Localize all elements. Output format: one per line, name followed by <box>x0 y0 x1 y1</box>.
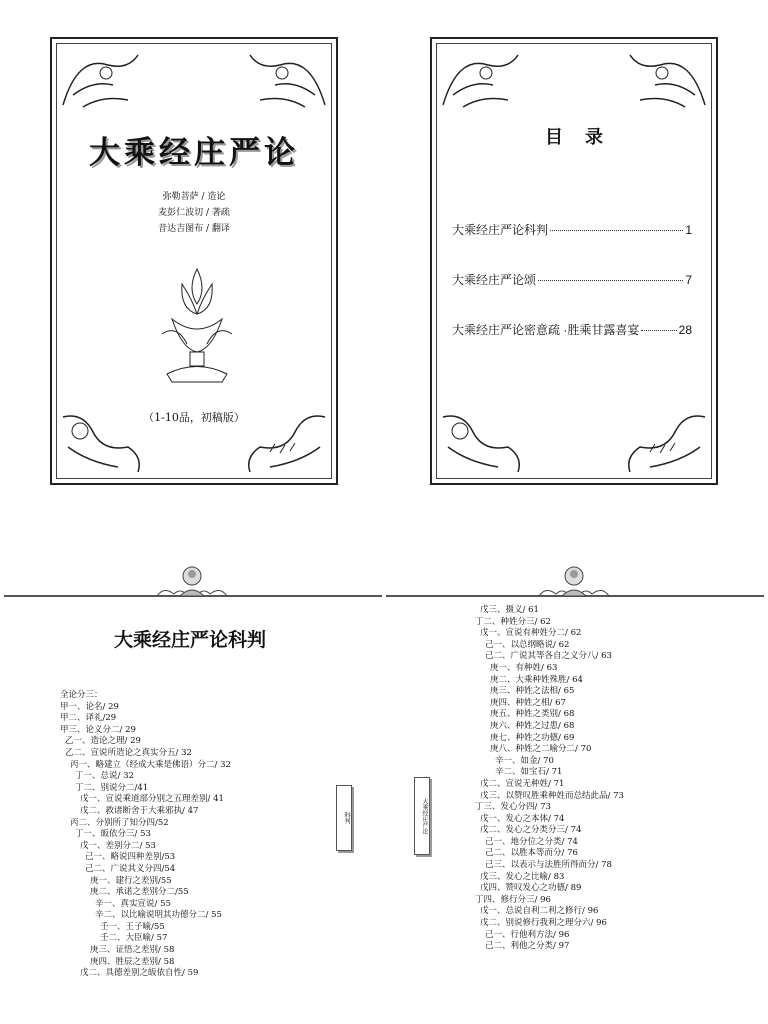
header-band-right <box>386 590 764 602</box>
outline-lines <box>60 690 360 980</box>
toc-entry-page: 1 <box>685 223 692 237</box>
buddha-cloud-icon <box>534 562 614 602</box>
outline-line: 庚二、大乘种姓殊胜/ 64 <box>490 674 583 685</box>
outline-line: 乙二、宣说所造论之真实分五/ 32 <box>65 747 192 758</box>
outline-line: 丁二、种姓分三/ 62 <box>475 616 551 627</box>
cover-credits <box>52 189 336 237</box>
cover-page <box>50 37 338 485</box>
phoenix-ornament-icon <box>438 45 528 115</box>
outline-line: 戊三、以赞叹胜乘种姓而总结此品/ 73 <box>480 790 624 801</box>
outline-line: 戊一、总说自利二利之修行/ 96 <box>480 906 599 917</box>
lion-ornament-icon <box>438 407 528 477</box>
outline-line: 庚七、种姓之功德/ 69 <box>490 732 575 743</box>
outline-line: 辛一、真实宣说/ 55 <box>95 898 171 909</box>
dragon-ornament-icon <box>620 45 710 115</box>
dot-leader <box>550 230 683 231</box>
outline-line: 丁一、皈依分三/ 53 <box>75 829 151 840</box>
outline-line: 己一、行他利方法/ 96 <box>485 929 570 940</box>
toc-entry-label: 大乘经庄严论颂 <box>452 273 537 287</box>
cover-title: 大乘经庄严论 <box>89 135 299 171</box>
outline-line: 庚五、种姓之类别/ 68 <box>490 709 575 720</box>
outline-line: 庚八、种姓之二喻分二/ 70 <box>490 744 592 755</box>
outline-line: 戊一、宣说有种姓分二/ 62 <box>480 628 582 639</box>
outline-line: 己一、以总纲略说/ 62 <box>485 639 570 650</box>
dot-leader <box>641 330 676 331</box>
outline-line: 庚四、种姓之相/ 67 <box>490 697 566 708</box>
toc-list <box>452 221 692 371</box>
toc-entry-label: 大乘经庄严论科判 <box>452 223 549 237</box>
dot-leader <box>538 280 683 281</box>
cover-edition: （1-10品，初稿版） <box>143 411 245 424</box>
outline-line: 庚六、种姓之过患/ 68 <box>490 720 575 731</box>
outline-line: 庚二、承诺之差别分二/55 <box>90 887 189 898</box>
side-tab-label: 大乘经庄严论 <box>414 777 430 855</box>
lotus-jewel-icon <box>152 264 242 389</box>
toc-entry[interactable] <box>452 271 692 288</box>
outline-lines <box>465 605 765 953</box>
outline-line: 戊二、具德差别之皈依自性/ 59 <box>80 968 199 979</box>
outline-line: 己一、地分位之分类/ 74 <box>485 836 578 847</box>
outline-line: 甲三、论义分二/ 29 <box>60 724 136 735</box>
credit-line: 麦彭仁波切 / 著疏 <box>158 208 230 218</box>
outline-line: 己二、广说其等各自之义分八/ 63 <box>485 651 612 662</box>
toc-title: 目录 <box>545 127 625 148</box>
credit-line: 昔达吉图布 / 翻译 <box>158 224 230 234</box>
outline-line: 丙二、分别所了知分四/52 <box>70 817 169 828</box>
outline-line: 甲一、论名/ 29 <box>60 701 119 712</box>
outline-line: 甲二、译礼/29 <box>60 713 117 724</box>
credit-line: 弥勒菩萨 / 造论 <box>162 192 226 202</box>
dragon-ornament-icon <box>240 45 330 115</box>
outline-line: 乙一、造论之理/ 29 <box>65 736 141 747</box>
header-band-left <box>4 590 382 602</box>
toc-entry-page: 28 <box>678 323 692 337</box>
tiger-ornament-icon <box>620 407 710 477</box>
outline-line: 壬二、大臣喻/ 57 <box>100 933 168 944</box>
toc-entry-label: 大乘经庄严论密意疏 ·胜乘甘露喜宴 <box>452 323 640 337</box>
outline-line: 辛二、以比喻说明其功德分二/ 55 <box>95 910 222 921</box>
outline-line: 全论分三： <box>60 690 103 700</box>
outline-line: 戊一、宣说乘道部分别之五理差别/ 41 <box>80 794 224 805</box>
outline-line: 丁四、修行分三/ 96 <box>475 894 551 905</box>
outline-line: 庚三、证悟之差别/ 58 <box>90 945 175 956</box>
toc-entry-page: 7 <box>685 273 692 287</box>
outline-line: 己二、以胜本等而分/ 76 <box>485 848 578 859</box>
outline-line: 庚一、有种姓/ 63 <box>490 662 558 673</box>
toc-entry[interactable] <box>452 321 692 338</box>
outline-line: 丁三、发心分四/ 73 <box>475 802 551 813</box>
outline-line: 戊二、别说修行我利之理分六/ 96 <box>480 918 607 929</box>
outline-line: 己二、广说其义分四/54 <box>85 863 176 874</box>
outline-line: 己二、利他之分类/ 97 <box>485 941 570 952</box>
outline-line: 戊一、差别分二/ 53 <box>80 840 156 851</box>
outline-line: 庚三、种姓之法相/ 65 <box>490 686 575 697</box>
toc-page <box>430 37 718 485</box>
outline-line: 丙一、略建立（经成大乘是佛语）分二/ 32 <box>70 759 231 770</box>
outline-line: 戊二、发心之分类分三/ 74 <box>480 825 582 836</box>
outline-line: 戊二、救诸断舍于大乘邪执/ 47 <box>80 805 199 816</box>
buddha-cloud-icon <box>152 562 232 602</box>
outline-title: 大乘经庄严论科判 <box>113 630 266 651</box>
outline-line: 壬一、王子喻/55 <box>100 921 165 932</box>
outline-line: 丁一、总说/ 32 <box>75 771 134 782</box>
outline-line: 戊一、发心之本体/ 74 <box>480 813 565 824</box>
outline-line: 己三、以表示与法胜所得而分/ 78 <box>485 860 612 871</box>
outline-line: 戊二、宣说无种姓/ 71 <box>480 778 565 789</box>
outline-line: 庚一、建行之差别/55 <box>90 875 172 886</box>
outline-line: 戊三、发心之比喻/ 83 <box>480 871 565 882</box>
side-tab-label: 科判 <box>336 785 352 851</box>
outline-line: 庚四、胜辰之差别/ 58 <box>90 956 175 967</box>
outline-line: 戊四、赞叹发心之功德/ 89 <box>480 883 582 894</box>
phoenix-ornament-icon <box>58 45 148 115</box>
outline-line: 辛二、如宝石/ 71 <box>495 767 563 778</box>
toc-entry[interactable] <box>452 221 692 238</box>
outline-line: 辛一、如金/ 70 <box>495 755 554 766</box>
outline-line: 丁二、别说分二/41 <box>75 782 149 793</box>
outline-line: 戊三、摄义/ 61 <box>480 605 539 615</box>
outline-line: 己一、略说四种差别/53 <box>85 852 176 863</box>
